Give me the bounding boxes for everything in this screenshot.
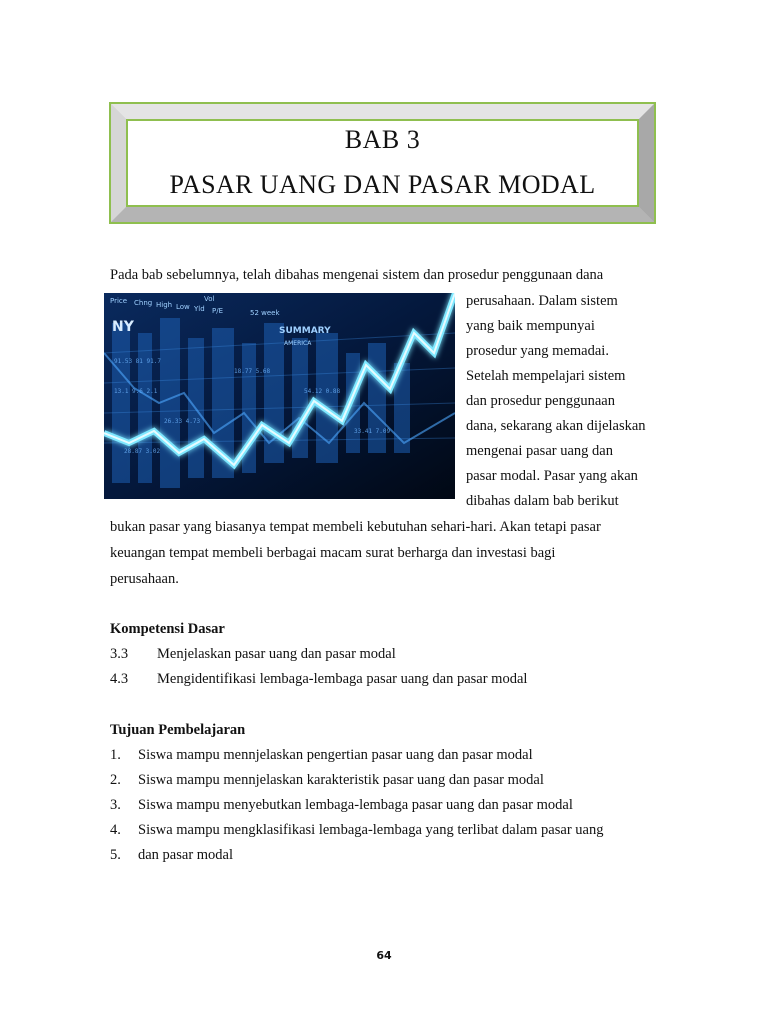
intro-line: keuangan tempat membeli berbagai macam surat berharga dan investasi bagi	[110, 545, 556, 561]
page-number: 64	[376, 949, 392, 962]
intro-side-line: pasar modal. Pasar yang akan	[466, 468, 638, 484]
intro-side-line: dan prosedur penggunaan	[466, 393, 615, 409]
stock-market-chart-icon	[104, 293, 455, 499]
intro-side-line: perusahaan. Dalam sistem	[466, 293, 618, 309]
svg-text:13.1 9.6 2.1: 13.1 9.6 2.1	[114, 388, 158, 395]
intro-side-line: yang baik mempunyai	[466, 318, 595, 334]
kompetensi-text: Menjelaskan pasar uang dan pasar modal	[157, 646, 396, 662]
intro-line: Pada bab sebelumnya, telah dibahas mengenai sistem dan prosedur penggunaan dana	[110, 267, 604, 283]
tujuan-text: Siswa mampu menyebutkan lembaga-lembaga pasar uang dan pasar modal	[138, 797, 573, 813]
intro-side-line: dibahas dalam bab berikut	[466, 493, 619, 509]
tujuan-text: Siswa mampu mennjelaskan karakteristik pasar uang dan pasar modal	[138, 772, 544, 788]
tujuan-number: 3.	[110, 797, 121, 813]
svg-text:26.33 4.73: 26.33 4.73	[164, 418, 201, 425]
intro-line: bukan pasar yang biasanya tempat membeli kebutuhan sehari-hari. Akan tetapi pasar	[110, 519, 601, 535]
tujuan-text: Siswa mampu mengklasifikasi lembaga-lembaga yang terlibat dalam pasar uang	[138, 822, 604, 838]
kompetensi-heading: Kompetensi Dasar	[110, 621, 225, 637]
svg-text:54.12 0.88: 54.12 0.88	[304, 388, 341, 395]
intro-side-line: mengenai pasar uang dan	[466, 443, 613, 459]
image-label: Yld	[194, 305, 205, 313]
intro-side-line: dana, sekarang akan dijelaskan	[466, 418, 646, 434]
image-label: Low	[176, 303, 190, 311]
image-label: 52 week	[250, 309, 280, 317]
image-label: Chng	[134, 299, 153, 307]
tujuan-text: dan pasar modal	[138, 847, 234, 863]
chapter-title: PASAR UANG DAN PASAR MODAL	[169, 170, 596, 199]
image-label: P/E	[212, 307, 224, 315]
svg-text:28.87 3.02: 28.87 3.02	[124, 448, 161, 455]
svg-text:91.53 81 91.7: 91.53 81 91.7	[114, 358, 161, 365]
chapter-title-frame	[109, 102, 656, 224]
kompetensi-number: 4.3	[110, 671, 129, 687]
kompetensi-number: 3.3	[110, 646, 129, 662]
svg-text:18.77 5.68: 18.77 5.68	[234, 368, 271, 375]
image-label: NY	[112, 319, 134, 335]
tujuan-heading: Tujuan Pembelajaran	[110, 722, 246, 738]
intro-line: perusahaan.	[110, 571, 179, 587]
tujuan-number: 1.	[110, 747, 121, 763]
image-label: Price	[110, 297, 128, 305]
kompetensi-text: Mengidentifikasi lembaga-lembaga pasar uang dan pasar modal	[157, 671, 528, 687]
title-box	[126, 119, 639, 207]
intro-side-line: Setelah mempelajari sistem	[466, 368, 626, 384]
image-label: High	[156, 301, 173, 309]
image-label: SUMMARY	[279, 326, 331, 336]
tujuan-number: 2.	[110, 772, 121, 788]
svg-text:33.41 7.09: 33.41 7.09	[354, 428, 391, 435]
chapter-number: BAB 3	[344, 125, 421, 154]
image-label: Vol	[204, 295, 215, 303]
tujuan-number: 5.	[110, 847, 121, 863]
tujuan-number: 4.	[110, 822, 121, 838]
tujuan-text: Siswa mampu mennjelaskan pengertian pasar uang dan pasar modal	[138, 747, 533, 763]
intro-side-line: prosedur yang memadai.	[466, 343, 609, 359]
image-label: AMERICA	[284, 340, 312, 347]
